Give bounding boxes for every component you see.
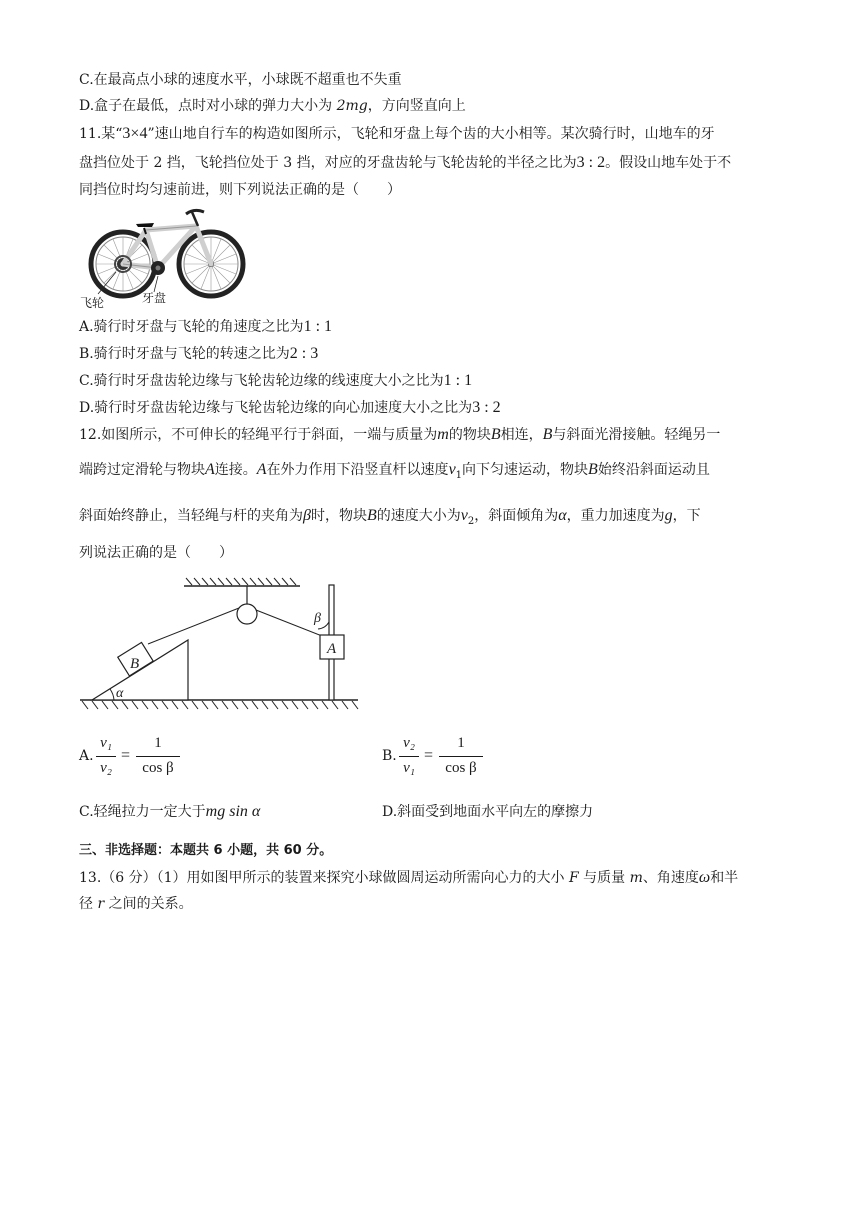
q12-option-d: D.斜面受到地面水平向左的摩擦力 (382, 804, 594, 820)
q11-stem-line3: 同挡位时均匀速前进，则下列说法正确的是（ ） (79, 182, 401, 198)
q12-stem-line4: 列说法正确的是（ ） (79, 545, 233, 561)
beta-label: β (314, 611, 321, 626)
q12-stem-line3: 斜面始终静止，当轻绳与杆的夹角为β时，物块B的速度大小为$v_2$，斜面倾角为α，重力加速度为g，下 (79, 507, 701, 527)
q10-option-c: C.在最高点小球的速度水平，小球既不超重也不失重 (79, 72, 402, 88)
block-b-label: B (130, 656, 140, 672)
q11-stem-line1: 11.某“3×4”速山地自行车的构造如图所示，飞轮和牙盘上每个齿的大小相等。某次骑行时，山地车的牙 (79, 125, 715, 142)
pulley-icon (237, 604, 257, 624)
q10-option-d: D.盒子在最低，点时对小球的弹力大小为 2mg，方向竖直向上 (79, 98, 466, 114)
q11-option-b: B.骑行时牙盘与飞轮的转速之比为2 : 3 (79, 345, 319, 362)
q13-stem-line2: 径 r 之间的关系。 (79, 896, 193, 912)
section-3-heading: 三、非选择题：本题共 6 小题，共 60 分。 (79, 843, 333, 858)
q11-option-c: C.骑行时牙盘齿轮边缘与飞轮齿轮边缘的线速度大小之比为1 : 1 (79, 372, 473, 389)
rope-right (256, 610, 322, 636)
q12-option-c: C.轻绳拉力一定大于mg sin α (79, 803, 261, 820)
q12-stem-line1: 12.如图所示，不可伸长的轻绳平行于斜面，一端与质量为m的物块B相连，B与斜面光滑接触。轻绳另一 (79, 426, 721, 443)
pulley-incline-figure (78, 572, 362, 718)
ceiling (184, 578, 300, 586)
chainring-label: 牙盘 (142, 291, 167, 305)
q13-stem-line1: 13.（6 分）（1）用如图甲所示的装置来探究小球做圆周运动所需向心力的大小 F 与质量 m、角速度ω和半 (79, 869, 739, 886)
bicycle-figure (78, 204, 248, 312)
q11-option-d: D.骑行时牙盘齿轮边缘与飞轮齿轮边缘的向心加速度大小之比为3 : 2 (79, 399, 501, 416)
flywheel-label: 飞轮 (80, 296, 105, 310)
q12-stem-line2: 端跨过定滑轮与物块A连接。A在外力作用下沿竖直杆以速度$v_1$向下匀速运动，物块B始终沿斜面运动且 (79, 461, 710, 481)
ground (80, 700, 358, 709)
q12-option-b: B. v₂ v₁ = 1 cos β (382, 733, 582, 783)
q11-stem-line2: 盘挡位处于 2 挡，飞轮挡位处于 3 挡，对应的牙盘齿轮与飞轮齿轮的半径之比为3 : 2。假设山地车处于不 (79, 154, 732, 171)
block-a-label: A (327, 641, 337, 657)
handlebar-icon (186, 210, 204, 214)
q12-option-a: A. v₁ v₂ = 1 cos β (79, 733, 279, 783)
rope-left (148, 608, 239, 644)
q11-option-a: A.骑行时牙盘与飞轮的角速度之比为1 : 1 (79, 318, 333, 335)
alpha-label: α (116, 686, 124, 701)
saddle-icon (136, 223, 154, 227)
